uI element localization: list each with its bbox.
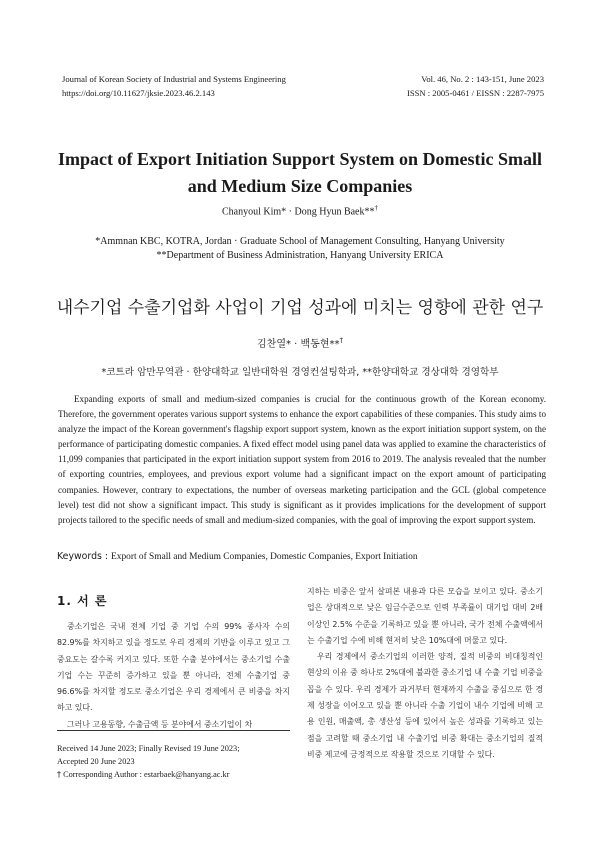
- intro-paragraph-2: 그러나 고용동향, 수출금액 등 분야에서 중소기업이 차: [67, 719, 253, 729]
- dagger-mark: †: [57, 770, 61, 779]
- corresponding-mark: †: [374, 204, 378, 212]
- section-heading-introduction: 1. 서 론: [57, 594, 108, 608]
- keywords-label: Keywords :: [57, 551, 112, 562]
- keywords-list: Export of Small and Medium Companies, Domestic Companies, Export Initiation: [111, 552, 418, 562]
- intro-paragraph-3: 지하는 비중은 앞서 살펴본 내용과 다른 모습을 보이고 있다. 중소기업은 상대적으로 낮은 임금수준으로 인력 부족률이 대기업 대비 2배 이상인 2.5% 수준을 기록하고 있을 뿐 아니라, 국가 전체 수출액에서는 수출기업 수에 비해 현저히 낮은 10%대에 머물고 있다.: [307, 587, 543, 645]
- corresponding-mark-ko: †: [339, 336, 343, 345]
- footnotes: [57, 730, 290, 781]
- title-en-line-1: Impact of Export Initiation Support System on Domestic Small: [57, 149, 542, 169]
- received-date: Received 14 June 2023; Finally Revised 19 June 2023;: [57, 744, 240, 753]
- authors-ko-names: 김찬열* · 백동현**: [257, 339, 340, 350]
- corresponding-author: [57, 768, 290, 781]
- abstract: Expanding exports of small and medium-sized companies is crucial for the continuous growth of the Korean economy. Therefore, the government operates various support systems to enhance the export capabilities of these companies. This study aims to analyze the impact of the Korean government's flagship export support system, known as the export initiation support system, on the performance of participating domestic companies. A fixed effect model using panel data was applied to examine the characteristics of 11,099 companies that participated in the export initiation support system from 2016 to 2019. The analysis revealed that the number of exporting countries, employees, and previous export volume had a significant impact on the export amount of participating companies. However, contrary to expectations, the number of overseas marketing participation and the GCL (global competence level) test did not show a significant impact. This study is significant as it provides implications for the development of support projects tailored to the specific needs of small and medium-sized companies, with the goal of improving the export support system.: [58, 394, 546, 525]
- journal-name: Journal of Korean Society of Industrial and Systems Engineering: [62, 74, 286, 84]
- doi-link[interactable]: https://doi.org/10.11627/jksie.2023.46.2.143: [62, 88, 215, 98]
- affiliations-korean: *코트라 암만무역관 · 한양대학교 일반대학원 경영컨설팅학과, **한양대학교 경상대학 경영학부: [101, 367, 499, 378]
- title-en-line-2: and Medium Size Companies: [187, 176, 413, 196]
- intro-paragraph-4: 우리 경제에서 중소기업의 이러한 양적, 질적 비중의 비대칭적인 현상의 이유 중 하나로 2%대에 불과한 중소기업 내 수출 기업 비중을 꼽을 수 있다. 우리 경제가 과거부터 현재까지 수출을 중심으로 한 경제 성장을 이어오고 있을 뿐 아니라 수출 기업이 내수 기업에 비해 고용 인원, 매출액, 총 생산성 등에 있어서 높은 성과를 기록하고 있는 점을 고려할 때 중소기업 내 수출기업 비중 확대는 중소기업의 질적 비중 제고에 긍정적으로 작용할 것으로 기대할 수 있다.: [307, 652, 543, 759]
- journal-header-right: [407, 72, 544, 100]
- corresponding-email[interactable]: Corresponding Author : estarbaek@hanyang.ac.kr: [61, 770, 230, 779]
- authors-en-names: Chanyoul Kim* · Dong Hyun Baek**: [222, 206, 375, 218]
- intro-paragraph-1: 중소기업은 국내 전체 기업 중 기업 수의 99% 종사자 수의 82.9%를 차지하고 있을 정도로 우리 경제의 기반을 이루고 있고 그 중요도는 갈수록 커지고 있다. 또한 수출 분야에서는 중소기업 수출기업 수는 꾸준히 증가하고 있을 뿐 아니라, 전체 수출기업 중 96.6%를 차지할 정도로 중소기업은 우리 경제에서 큰 비중을 차지하고 있다.: [57, 622, 290, 713]
- journal-header-left: [62, 72, 286, 100]
- affiliation-en-line-1: *Ammnan KBC, KOTRA, Jordan · Graduate School of Management Consulting, Hanyang University: [95, 236, 505, 247]
- right-column: [307, 584, 543, 763]
- affiliations-english: [0, 235, 600, 263]
- volume-info: Vol. 46, No. 2 : 143-151, June 2023: [421, 74, 544, 84]
- paper-title-english: [40, 146, 560, 200]
- left-column: [57, 592, 290, 733]
- authors-korean: [0, 335, 600, 350]
- authors-english: [0, 204, 600, 217]
- paper-title-korean: 내수기업 수출기업화 사업이 기업 성과에 미치는 영향에 관한 연구: [56, 298, 544, 318]
- issn-info: ISSN : 2005-0461 / EISSN : 2287-7975: [406, 88, 544, 98]
- affiliation-en-line-2: **Department of Business Administration, Hanyang University ERICA: [156, 250, 444, 261]
- keywords: [57, 551, 547, 562]
- accepted-date: Accepted 20 June 2023: [57, 757, 135, 766]
